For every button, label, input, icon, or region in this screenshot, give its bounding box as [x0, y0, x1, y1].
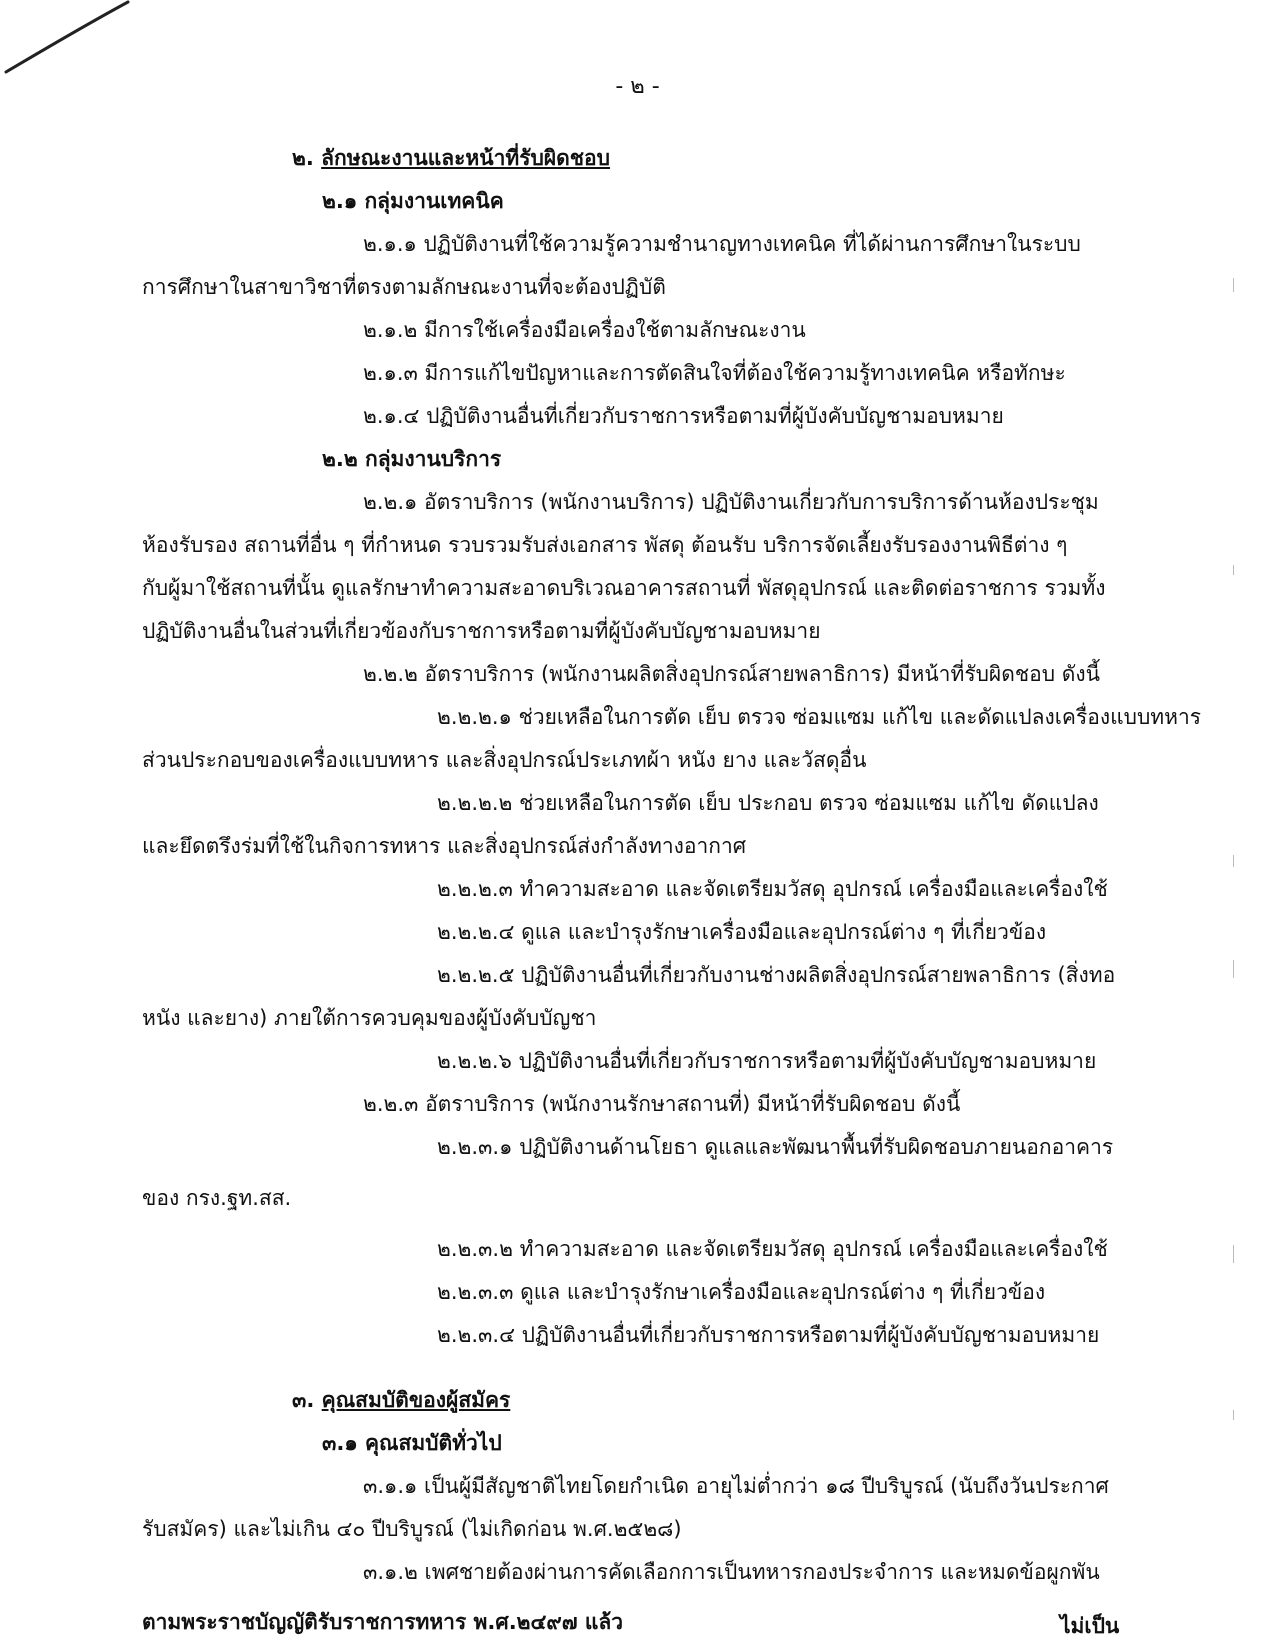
- paragraph-line: ของ กรง.ฐท.สส.: [142, 1186, 292, 1210]
- paragraph-line: ๒.๒.๑ อัตราบริการ (พนักงานบริการ) ปฏิบัติงานเกี่ยวกับการบริการด้านห้องประชุม: [363, 490, 1099, 514]
- section-2-number: ๒.: [292, 146, 314, 170]
- paragraph-line: ปฏิบัติงานอื่นในส่วนที่เกี่ยวข้องกับราชการหรือตามที่ผู้บังคับบัญชามอบหมาย: [142, 619, 821, 643]
- paragraph-line: ๒.๑.๑ ปฏิบัติงานที่ใช้ความรู้ความชำนาญทางเทคนิค ที่ได้ผ่านการศึกษาในระบบ: [363, 232, 1081, 256]
- paragraph-line: ๒.๒.๒.๖ ปฏิบัติงานอื่นที่เกี่ยวกับราชการหรือตามที่ผู้บังคับบัญชามอบหมาย: [437, 1049, 1097, 1073]
- paragraph-line: ๒.๒.๒ อัตราบริการ (พนักงานผลิตสิ่งอุปกรณ์สายพลาธิการ) มีหน้าที่รับผิดชอบ ดังนี้: [363, 662, 1100, 686]
- paragraph-line: และยึดตรึงร่มที่ใช้ในกิจการทหาร และสิ่งอุปกรณ์ส่งกำลังทางอากาศ: [142, 834, 747, 858]
- paragraph-line: ๒.๑.๒ มีการใช้เครื่องมือเครื่องใช้ตามลักษณะงาน: [363, 318, 806, 342]
- section-3-title: คุณสมบัติของผู้สมัคร: [321, 1388, 511, 1412]
- scan-artifact: [1233, 1245, 1234, 1263]
- paragraph-line: ๒.๒.๓.๔ ปฏิบัติงานอื่นที่เกี่ยวกับราชการหรือตามที่ผู้บังคับบัญชามอบหมาย: [437, 1323, 1100, 1347]
- paragraph-line: กับผู้มาใช้สถานที่นั้น ดูแลรักษาทำความสะอาดบริเวณอาคารสถานที่ พัสดุอุปกรณ์ และติดต่อราชการ รวมทั้ง: [142, 576, 1106, 600]
- section-2-title: ลักษณะงานและหน้าที่รับผิดชอบ: [321, 146, 610, 170]
- paragraph-line: การศึกษาในสาขาวิชาที่ตรงตามลักษณะงานที่จะต้องปฏิบัติ: [142, 275, 666, 299]
- paragraph-line: ๒.๒.๓.๑ ปฏิบัติงานด้านโยธา ดูแลและพัฒนาพื้นที่รับผิดชอบภายนอกอาคาร: [437, 1135, 1114, 1159]
- paragraph-line: ๒.๒.๒.๕ ปฏิบัติงานอื่นที่เกี่ยวกับงานช่างผลิตสิ่งอุปกรณ์สายพลาธิการ (สิ่งทอ: [437, 963, 1116, 987]
- paragraph-line: ๒.๒.๒.๑ ช่วยเหลือในการตัด เย็บ ตรวจ ซ่อมแซม แก้ไข และดัดแปลงเครื่องแบบทหาร: [437, 705, 1202, 729]
- scan-artifact: [1233, 1410, 1234, 1420]
- paragraph-line-fragment: ไม่เป็น: [1060, 1614, 1120, 1638]
- group-technical-heading: ๒.๑ กลุ่มงานเทคนิค: [322, 189, 504, 213]
- paragraph-line: ตามพระราชบัญญัติรับราชการทหาร พ.ศ.๒๔๙๗ แล้ว: [142, 1610, 624, 1634]
- paragraph-line: ๒.๒.๒.๓ ทำความสะอาด และจัดเตรียมวัสดุ อุปกรณ์ เครื่องมือและเครื่องใช้: [437, 877, 1108, 901]
- paragraph-line: รับสมัคร) และไม่เกิน ๔๐ ปีบริบูรณ์ (ไม่เกิดก่อน พ.ศ.๒๕๒๘): [142, 1517, 682, 1541]
- page-number: - ๒ -: [615, 74, 660, 99]
- paragraph-line: ๒.๑.๔ ปฏิบัติงานอื่นที่เกี่ยวกับราชการหรือตามที่ผู้บังคับบัญชามอบหมาย: [363, 404, 1004, 428]
- section-2-heading: [292, 143, 610, 173]
- scan-artifact: [1233, 855, 1234, 867]
- paragraph-line: ๒.๒.๓ อัตราบริการ (พนักงานรักษาสถานที่) มีหน้าที่รับผิดชอบ ดังนี้: [363, 1092, 961, 1116]
- paragraph-line: ส่วนประกอบของเครื่องแบบทหาร และสิ่งอุปกรณ์ประเภทผ้า หนัง ยาง และวัสดุอื่น: [142, 748, 867, 772]
- scan-artifact: [1233, 565, 1234, 575]
- paragraph-line: ๒.๒.๓.๒ ทำความสะอาด และจัดเตรียมวัสดุ อุปกรณ์ เครื่องมือและเครื่องใช้: [437, 1237, 1108, 1261]
- scan-artifact: [1233, 278, 1234, 292]
- paragraph-line: ห้องรับรอง สถานที่อื่น ๆ ที่กำหนด รวบรวมรับส่งเอกสาร พัสดุ ต้อนรับ บริการจัดเลี้ยงรับรองงานพิธีต่าง ๆ: [142, 533, 1068, 557]
- paragraph-line: ๓.๑.๒ เพศชายต้องผ่านการคัดเลือกการเป็นทหารกองประจำการ และหมดข้อผูกพัน: [363, 1560, 1100, 1584]
- paragraph-line: ๒.๒.๒.๔ ดูแล และบำรุงรักษาเครื่องมือและอุปกรณ์ต่าง ๆ ที่เกี่ยวข้อง: [437, 920, 1047, 944]
- general-qualifications-heading: ๓.๑ คุณสมบัติทั่วไป: [322, 1431, 502, 1455]
- scan-artifact: [1233, 960, 1234, 978]
- paragraph-line: หนัง และยาง) ภายใต้การควบคุมของผู้บังคับบัญชา: [142, 1006, 597, 1030]
- paragraph-line: ๒.๒.๒.๒ ช่วยเหลือในการตัด เย็บ ประกอบ ตรวจ ซ่อมแซม แก้ไข ดัดแปลง: [437, 791, 1099, 815]
- paragraph-line: ๒.๒.๓.๓ ดูแล และบำรุงรักษาเครื่องมือและอุปกรณ์ต่าง ๆ ที่เกี่ยวข้อง: [437, 1280, 1046, 1304]
- section-3-heading: [292, 1385, 510, 1415]
- section-3-number: ๓.: [292, 1388, 315, 1412]
- group-service-heading: ๒.๒ กลุ่มงานบริการ: [322, 447, 502, 471]
- paragraph-line: ๓.๑.๑ เป็นผู้มีสัญชาติไทยโดยกำเนิด อายุไม่ต่ำกว่า ๑๘ ปีบริบูรณ์ (นับถึงวันประกาศ: [363, 1474, 1109, 1498]
- paragraph-line: ๒.๑.๓ มีการแก้ไขปัญหาและการตัดสินใจที่ต้องใช้ความรู้ทางเทคนิค หรือทักษะ: [363, 361, 1066, 385]
